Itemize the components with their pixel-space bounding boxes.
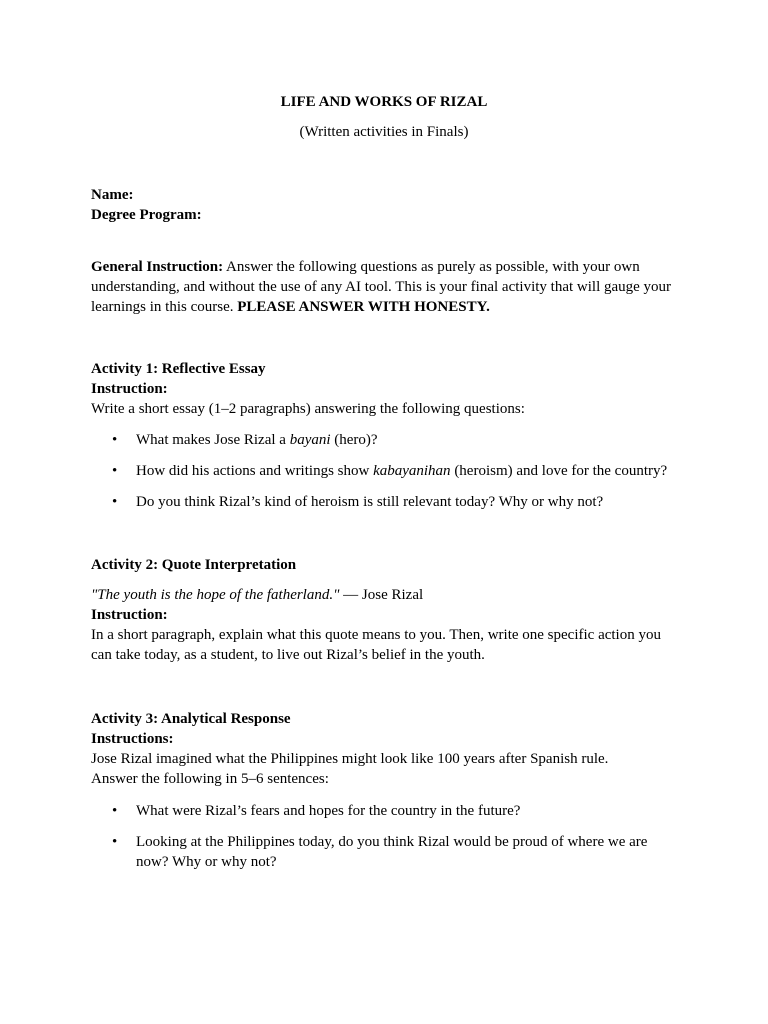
list-item: • What were Rizal’s fears and hopes for the country in the future? bbox=[91, 801, 681, 821]
list-item: • Do you think Rizal’s kind of heroism is still relevant today? Why or why not? bbox=[91, 492, 681, 512]
general-instruction-text: Answer the following questions as purely as possible, with your own understanding, and without the use of any AI tool. This is your final activity that will gauge your learnings in this course. bbox=[91, 259, 672, 315]
activity-1-questions bbox=[91, 430, 681, 512]
activity-2-body bbox=[91, 585, 681, 665]
list-item: • How did his actions and writings show kabayanihan (heroism) and love for the country? bbox=[91, 461, 681, 481]
activity-1-instruction-label: Instruction: bbox=[91, 381, 168, 397]
activity-2-instruction-label: Instruction: bbox=[91, 607, 168, 623]
activity-3-questions bbox=[91, 801, 681, 872]
activity-1 bbox=[91, 359, 681, 419]
general-instruction-label: General Instruction: bbox=[91, 259, 224, 275]
list-item: • What makes Jose Rizal a bayani (hero)? bbox=[91, 430, 681, 450]
list-item: • Looking at the Philippines today, do you think Rizal would be proud of where we are now? Why or why not? bbox=[91, 832, 681, 872]
activity-3-line-2: Answer the following in 5–6 sentences: bbox=[91, 771, 329, 787]
activity-1-heading: Activity 1: Reflective Essay bbox=[91, 361, 266, 377]
rizal-quote bbox=[91, 585, 681, 605]
general-instruction-paragraph bbox=[91, 257, 681, 317]
activity-3 bbox=[91, 709, 681, 789]
activity-3-heading: Activity 3: Analytical Response bbox=[91, 711, 291, 727]
honesty-emphasis: PLEASE ANSWER WITH HONESTY. bbox=[237, 299, 490, 315]
quote-attribution: — Jose Rizal bbox=[339, 587, 424, 603]
degree-program-label: Degree Program: bbox=[91, 207, 202, 223]
activity-2 bbox=[91, 555, 681, 575]
activity-3-instruction-label: Instructions: bbox=[91, 731, 174, 747]
activity-2-heading: Activity 2: Quote Interpretation bbox=[91, 557, 297, 573]
student-info bbox=[91, 185, 681, 225]
quote-text: "The youth is the hope of the fatherland." bbox=[91, 587, 340, 603]
document-title: LIFE AND WORKS OF RIZAL bbox=[280, 94, 488, 110]
activity-1-instruction-text: Write a short essay (1–2 paragraphs) answering the following questions: bbox=[91, 401, 525, 417]
document-subtitle: (Written activities in Finals) bbox=[299, 124, 469, 140]
general-instruction bbox=[91, 257, 681, 317]
activity-3-line-1: Jose Rizal imagined what the Philippines might look like 100 years after Spanish rule. bbox=[91, 751, 609, 767]
activity-2-instruction-text: In a short paragraph, explain what this quote means to you. Then, write one specific action you can take today, as a student, to live out Rizal’s belief in the youth. bbox=[91, 627, 661, 663]
name-label: Name: bbox=[91, 187, 134, 203]
